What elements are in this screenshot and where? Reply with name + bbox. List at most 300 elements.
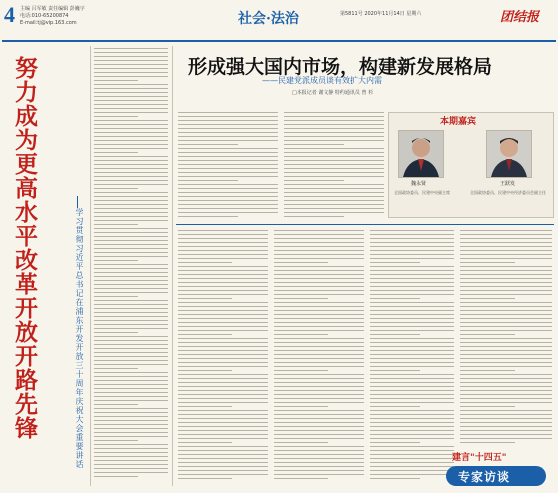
- text-line: [178, 294, 268, 295]
- text-line: [284, 204, 384, 205]
- text-line: [178, 478, 232, 479]
- guest-panel-title: 本期嘉宾: [440, 117, 477, 127]
- text-line: [370, 398, 454, 399]
- text-line: [460, 350, 552, 351]
- text-line: [94, 416, 168, 417]
- text-line: [370, 434, 454, 435]
- text-line: [94, 388, 168, 389]
- main-article-text: [274, 230, 364, 482]
- text-line: [178, 362, 268, 363]
- text-line: [94, 440, 138, 441]
- text-line: [178, 250, 268, 251]
- text-line: [284, 136, 384, 137]
- text-line: [460, 274, 552, 275]
- text-line: [94, 344, 168, 345]
- text-line: [178, 184, 278, 185]
- text-line: [94, 196, 168, 197]
- text-line: [370, 286, 454, 287]
- text-line: [94, 280, 168, 281]
- text-line: [284, 212, 384, 213]
- text-line: [274, 342, 364, 343]
- text-line: [94, 288, 168, 289]
- text-line: [274, 230, 364, 231]
- text-line: [94, 448, 168, 449]
- text-line: [370, 450, 454, 451]
- text-line: [370, 302, 454, 303]
- text-line: [460, 370, 515, 371]
- text-line: [370, 370, 420, 371]
- guest2-name: 王跃发: [500, 181, 516, 187]
- text-line: [274, 346, 364, 347]
- text-line: [370, 294, 454, 295]
- text-line: [370, 338, 454, 339]
- text-line: [94, 92, 168, 93]
- text-line: [460, 266, 552, 267]
- text-line: [178, 152, 278, 153]
- text-line: [274, 354, 364, 355]
- text-line: [94, 348, 168, 349]
- text-line: [370, 374, 454, 375]
- section-divider: [176, 224, 554, 225]
- text-line: [94, 52, 168, 53]
- text-line: [284, 216, 344, 217]
- text-line: [370, 274, 454, 275]
- text-line: [274, 470, 364, 471]
- text-line: [178, 342, 268, 343]
- text-line: [370, 442, 420, 443]
- text-line: [460, 234, 552, 235]
- text-line: [284, 152, 384, 153]
- text-line: [178, 246, 268, 247]
- text-line: [178, 238, 268, 239]
- text-line: [274, 266, 364, 267]
- text-line: [94, 220, 168, 221]
- text-line: [94, 276, 168, 277]
- text-line: [274, 422, 364, 423]
- text-line: [274, 398, 364, 399]
- text-line: [370, 342, 454, 343]
- text-line: [274, 474, 364, 475]
- text-line: [274, 310, 364, 311]
- text-line: [178, 434, 268, 435]
- column-rule: [90, 46, 91, 486]
- text-line: [178, 374, 268, 375]
- text-line: [274, 390, 364, 391]
- text-line: [94, 264, 168, 265]
- main-article-text: [460, 230, 552, 446]
- text-line: [274, 414, 364, 415]
- text-line: [274, 322, 364, 323]
- text-line: [284, 132, 384, 133]
- text-line: [178, 128, 278, 129]
- text-line: [178, 410, 268, 411]
- text-line: [274, 302, 364, 303]
- text-line: [274, 330, 364, 331]
- text-line: [178, 132, 278, 133]
- text-line: [178, 254, 268, 255]
- text-line: [284, 164, 384, 165]
- text-line: [460, 338, 552, 339]
- text-line: [370, 406, 420, 407]
- text-line: [178, 430, 268, 431]
- text-line: [370, 366, 454, 367]
- text-line: [94, 272, 168, 273]
- text-line: [284, 156, 384, 157]
- text-line: [370, 254, 454, 255]
- text-line: [274, 370, 328, 371]
- text-line: [94, 88, 168, 89]
- text-line: [284, 208, 384, 209]
- left-headline: 努力成为更高水平改革开放开路先锋: [11, 56, 37, 440]
- text-line: [94, 68, 168, 69]
- text-line: [274, 426, 364, 427]
- text-line: [178, 212, 278, 213]
- text-line: [178, 458, 268, 459]
- text-line: [178, 450, 268, 451]
- text-line: [274, 334, 328, 335]
- text-line: [284, 192, 384, 193]
- text-line: [284, 180, 344, 181]
- text-line: [460, 302, 552, 303]
- text-line: [274, 446, 364, 447]
- text-line: [460, 418, 552, 419]
- guest1-desc: 全国政协委员、民建中央副主席: [394, 190, 450, 195]
- text-line: [94, 420, 168, 421]
- text-line: [460, 334, 515, 335]
- masthead-logo: 团结报: [500, 10, 540, 25]
- text-line: [370, 314, 454, 315]
- text-line: [94, 72, 168, 73]
- main-article-text: [178, 112, 278, 220]
- badge-tagline: 建言"十四五": [452, 453, 507, 463]
- text-line: [178, 466, 268, 467]
- text-line: [460, 422, 552, 423]
- text-line: [94, 248, 168, 249]
- text-line: [94, 244, 168, 245]
- text-line: [94, 224, 138, 225]
- text-line: [274, 306, 364, 307]
- text-line: [284, 184, 384, 185]
- text-line: [178, 354, 268, 355]
- text-line: [94, 200, 168, 201]
- text-line: [178, 414, 268, 415]
- main-byline: □本报记者 谢文静 特约通讯员 曾 杉: [292, 90, 374, 96]
- text-line: [94, 84, 168, 85]
- text-line: [274, 362, 364, 363]
- text-line: [460, 314, 552, 315]
- text-line: [274, 298, 328, 299]
- text-line: [94, 316, 168, 317]
- text-line: [370, 422, 454, 423]
- text-line: [178, 230, 268, 231]
- text-line: [460, 238, 552, 239]
- text-line: [370, 378, 454, 379]
- text-line: [370, 270, 454, 271]
- text-line: [284, 140, 384, 141]
- text-line: [94, 60, 168, 61]
- text-line: [460, 326, 552, 327]
- text-line: [178, 378, 268, 379]
- text-line: [94, 428, 168, 429]
- text-line: [178, 274, 268, 275]
- text-line: [460, 398, 552, 399]
- text-line: [370, 234, 454, 235]
- text-line: [274, 270, 364, 271]
- text-line: [178, 338, 268, 339]
- text-line: [178, 322, 268, 323]
- text-line: [274, 434, 364, 435]
- left-subheadline: 学习贯彻习近平总书记在浦东开发开放三十周年庆祝大会重要讲话: [75, 208, 84, 469]
- text-line: [178, 270, 268, 271]
- text-line: [94, 380, 168, 381]
- text-line: [94, 436, 168, 437]
- text-line: [370, 446, 454, 447]
- issue-date: 第5811号 2020年11月14日 星期六: [340, 11, 422, 17]
- text-line: [178, 402, 268, 403]
- text-line: [178, 330, 268, 331]
- text-line: [178, 204, 278, 205]
- text-line: [178, 298, 232, 299]
- text-line: [460, 330, 552, 331]
- text-line: [370, 246, 454, 247]
- text-line: [178, 390, 268, 391]
- text-line: [94, 332, 138, 333]
- text-line: [94, 132, 168, 133]
- text-line: [94, 396, 168, 397]
- text-line: [178, 266, 268, 267]
- text-line: [370, 430, 454, 431]
- text-line: [370, 466, 454, 467]
- text-line: [178, 136, 278, 137]
- text-line: [370, 298, 420, 299]
- text-line: [94, 472, 168, 473]
- badge-label: 专家访谈: [458, 470, 511, 484]
- text-line: [94, 104, 168, 105]
- page-number: 4: [4, 2, 15, 27]
- text-line: [460, 286, 552, 287]
- text-line: [370, 478, 420, 479]
- text-line: [94, 140, 168, 141]
- text-line: [94, 464, 168, 465]
- main-subheadline: ——民建党派成员谈有效扩大内需: [262, 76, 382, 85]
- text-line: [178, 234, 268, 235]
- text-line: [370, 410, 454, 411]
- text-line: [284, 112, 384, 113]
- text-line: [370, 334, 420, 335]
- text-line: [274, 286, 364, 287]
- text-line: [460, 414, 552, 415]
- text-line: [94, 392, 168, 393]
- text-line: [284, 120, 384, 121]
- text-line: [274, 254, 364, 255]
- text-line: [274, 394, 364, 395]
- text-line: [94, 308, 168, 309]
- text-line: [178, 180, 238, 181]
- text-line: [274, 326, 364, 327]
- text-line: [178, 358, 268, 359]
- text-line: [94, 360, 168, 361]
- email-line: E-mail:tj@vip.163.com: [20, 20, 77, 26]
- text-line: [274, 262, 328, 263]
- text-line: [460, 246, 552, 247]
- text-line: [274, 314, 364, 315]
- text-line: [94, 144, 168, 145]
- text-line: [94, 268, 168, 269]
- text-line: [274, 274, 364, 275]
- text-line: [460, 410, 552, 411]
- text-line: [94, 260, 138, 261]
- subhead-dash: [77, 196, 78, 208]
- text-line: [94, 356, 168, 357]
- text-line: [94, 240, 168, 241]
- text-line: [178, 314, 268, 315]
- text-line: [370, 282, 454, 283]
- text-line: [94, 252, 168, 253]
- text-line: [178, 164, 278, 165]
- text-line: [94, 444, 168, 445]
- text-line: [94, 232, 168, 233]
- text-line: [460, 442, 515, 443]
- text-line: [274, 462, 364, 463]
- text-line: [94, 76, 168, 77]
- text-line: [178, 278, 268, 279]
- text-line: [370, 230, 454, 231]
- text-line: [178, 144, 238, 145]
- text-line: [94, 148, 168, 149]
- text-line: [94, 320, 168, 321]
- text-line: [178, 426, 268, 427]
- text-line: [284, 196, 384, 197]
- header-rule: [2, 40, 556, 42]
- text-line: [94, 256, 168, 257]
- editor-info: [20, 6, 85, 27]
- text-line: [94, 48, 168, 49]
- text-line: [94, 56, 168, 57]
- text-line: [178, 196, 278, 197]
- text-line: [178, 366, 268, 367]
- text-line: [274, 454, 364, 455]
- text-line: [274, 282, 364, 283]
- text-line: [178, 398, 268, 399]
- text-line: [460, 258, 552, 259]
- text-line: [178, 422, 268, 423]
- text-line: [460, 390, 552, 391]
- text-line: [370, 470, 454, 471]
- text-line: [94, 412, 168, 413]
- text-line: [460, 394, 552, 395]
- text-line: [460, 342, 552, 343]
- text-line: [460, 366, 552, 367]
- text-line: [460, 298, 515, 299]
- text-line: [178, 116, 278, 117]
- text-line: [274, 374, 364, 375]
- text-line: [370, 290, 454, 291]
- text-line: [370, 266, 454, 267]
- text-line: [370, 454, 454, 455]
- text-line: [178, 200, 278, 201]
- text-line: [370, 262, 420, 263]
- text-line: [94, 96, 168, 97]
- text-line: [178, 438, 268, 439]
- text-line: [460, 434, 552, 435]
- text-line: [274, 402, 364, 403]
- text-line: [274, 366, 364, 367]
- text-line: [94, 324, 168, 325]
- text-line: [178, 192, 278, 193]
- text-line: [284, 176, 384, 177]
- text-line: [274, 318, 364, 319]
- text-line: [370, 358, 454, 359]
- text-line: [94, 204, 168, 205]
- guest2-desc: 全国政协委员、民建中央经济委员会副主任: [470, 190, 546, 195]
- text-line: [94, 384, 168, 385]
- text-line: [178, 124, 278, 125]
- text-line: [178, 418, 268, 419]
- text-line: [94, 184, 168, 185]
- column-rule: [172, 46, 173, 486]
- text-line: [370, 354, 454, 355]
- text-line: [284, 148, 384, 149]
- text-line: [274, 410, 364, 411]
- text-line: [94, 432, 168, 433]
- left-article-text: [94, 48, 168, 480]
- page-header: [0, 0, 558, 40]
- guest1-portrait: [398, 130, 444, 178]
- text-line: [460, 306, 552, 307]
- text-line: [460, 242, 552, 243]
- text-line: [460, 294, 552, 295]
- text-line: [274, 234, 364, 235]
- text-line: [274, 278, 364, 279]
- text-line: [460, 270, 552, 271]
- text-line: [274, 338, 364, 339]
- text-line: [284, 144, 344, 145]
- text-line: [94, 304, 168, 305]
- text-line: [178, 446, 268, 447]
- guest1-name: 魏永贤: [411, 181, 427, 187]
- text-line: [94, 192, 168, 193]
- text-line: [178, 394, 268, 395]
- text-line: [94, 136, 168, 137]
- text-line: [274, 294, 364, 295]
- text-line: [460, 374, 552, 375]
- text-line: [178, 290, 268, 291]
- text-line: [178, 454, 268, 455]
- text-line: [370, 474, 454, 475]
- text-line: [94, 164, 168, 165]
- text-line: [94, 460, 168, 461]
- text-line: [460, 346, 552, 347]
- text-line: [94, 216, 168, 217]
- text-line: [460, 230, 552, 231]
- text-line: [274, 382, 364, 383]
- text-line: [94, 228, 168, 229]
- section-title: 社会·法治: [238, 11, 299, 27]
- text-line: [94, 368, 138, 369]
- text-line: [178, 470, 268, 471]
- text-line: [274, 458, 364, 459]
- text-line: [94, 336, 168, 337]
- text-line: [274, 438, 364, 439]
- text-line: [94, 456, 168, 457]
- text-line: [94, 300, 168, 301]
- text-line: [274, 238, 364, 239]
- text-line: [460, 354, 552, 355]
- text-line: [370, 462, 454, 463]
- text-line: [370, 250, 454, 251]
- text-line: [274, 350, 364, 351]
- text-line: [94, 188, 138, 189]
